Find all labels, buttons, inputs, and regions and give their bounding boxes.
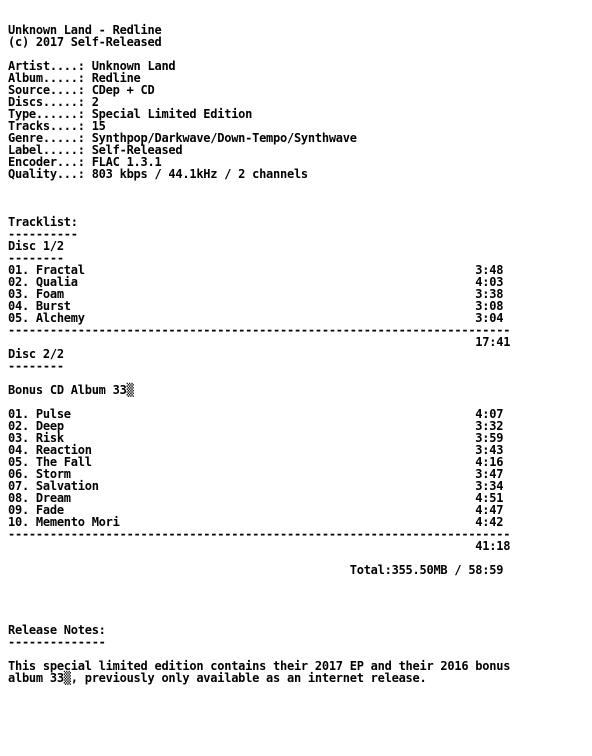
document-line: 04. Reaction 3:43: [8, 443, 504, 457]
document-line: 05. Alchemy 3:04: [8, 311, 504, 325]
document-line: Encoder...: FLAC 1.3.1: [8, 155, 162, 169]
document-line: [8, 204, 510, 216]
document-line: ------------------------------------------------------------------------: [8, 323, 511, 337]
nfo-document: [8, 24, 510, 684]
document-line: [8, 600, 510, 612]
document-line: Quality...: 803 kbps / 44.1kHz / 2 channels: [8, 167, 308, 181]
document-line: Tracklist:: [8, 215, 78, 229]
document-line: 01. Pulse 4:07: [8, 407, 504, 421]
document-line: Label.....: Self-Released: [8, 143, 183, 157]
document-line: 06. Storm 3:47: [8, 467, 504, 481]
document-line: Album.....: Redline: [8, 71, 141, 85]
document-line: --------: [8, 359, 64, 373]
document-line: 17:41: [8, 335, 511, 349]
document-line: Artist....: Unknown Land: [8, 59, 176, 73]
document-line: Genre.....: Synthpop/Darkwave/Down-Tempo/Synthwave: [8, 131, 357, 145]
document-line: Disc 2/2: [8, 347, 64, 361]
document-line: Release Notes:: [8, 623, 106, 637]
document-line: Total:355.50MB / 58:59: [8, 563, 504, 577]
document-line: 02. Deep 3:32: [8, 419, 504, 433]
document-line: Discs.....: 2: [8, 95, 99, 109]
document-line: Bonus CD Album 33▒: [8, 383, 134, 397]
document-line: 03. Foam 3:38: [8, 287, 504, 301]
document-line: 10. Memento Mori 4:42: [8, 515, 504, 529]
document-line: 01. Fractal 3:48: [8, 263, 504, 277]
document-line: 02. Qualia 4:03: [8, 275, 504, 289]
document-line: 08. Dream 4:51: [8, 491, 504, 505]
document-line: 09. Fade 4:47: [8, 503, 504, 517]
document-line: --------: [8, 251, 64, 265]
document-line: [8, 192, 510, 204]
document-line: Unknown Land - Redline: [8, 23, 162, 37]
document-line: [8, 588, 510, 600]
document-line: This special limited edition contains their 2017 EP and their 2016 bonus: [8, 659, 511, 673]
document-line: 07. Salvation 3:34: [8, 479, 504, 493]
document-line: 05. The Fall 4:16: [8, 455, 504, 469]
document-line: ----------: [8, 227, 78, 241]
document-line: Disc 1/2: [8, 239, 64, 253]
document-line: [8, 180, 510, 192]
document-line: 41:18: [8, 539, 511, 553]
document-line: (c) 2017 Self-Released: [8, 35, 162, 49]
document-line: Type......: Special Limited Edition: [8, 107, 253, 121]
document-line: [8, 576, 510, 588]
document-line: Tracks....: 15: [8, 119, 106, 133]
document-line: 03. Risk 3:59: [8, 431, 504, 445]
document-line: ------------------------------------------------------------------------: [8, 527, 511, 541]
document-line: --------------: [8, 635, 106, 649]
document-line: album 33▒, previously only available as an internet release.: [8, 671, 427, 685]
document-line: Source....: CDep + CD: [8, 83, 155, 97]
document-line: 04. Burst 3:08: [8, 299, 504, 313]
